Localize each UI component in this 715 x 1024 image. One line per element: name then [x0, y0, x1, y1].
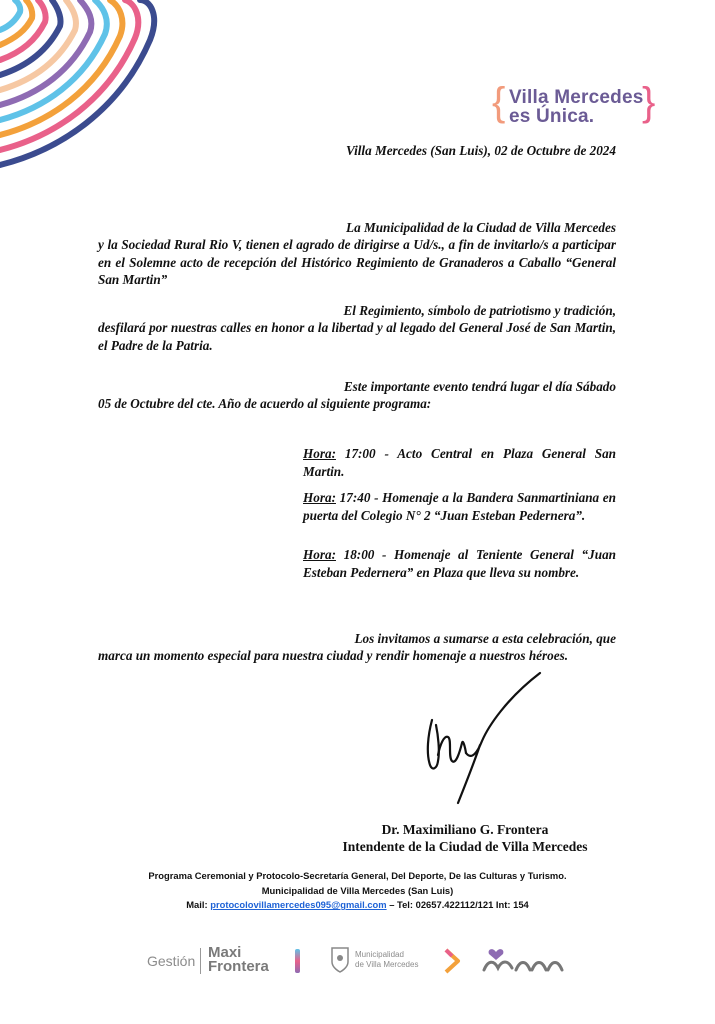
- decorative-swirl: [0, 0, 180, 180]
- program-label: Hora:: [303, 547, 336, 562]
- muni-line-1: Municipalidad: [355, 950, 404, 959]
- gestion-label: Gestión: [147, 953, 196, 969]
- program-text: 18:00 - Homenaje al Teniente General “Juan Esteban Pedernera” en Plaza que lleva su nombre.: [303, 547, 616, 580]
- paragraph-3-first-line: Este importante evento tendrá lugar el día Sábado: [343, 379, 616, 394]
- maxi-frontera-logo: [208, 946, 269, 974]
- paragraph-3-body: 05 de Octubre del cte. Año de acuerdo al siguiente programa:: [98, 396, 432, 411]
- program-text: 17:40 - Homenaje a la Bandera Sanmartiniana en puerta del Colegio N° 2 “Juan Esteban Pedernera”.: [303, 490, 616, 523]
- muni-line-2: de Villa Mercedes: [355, 960, 419, 969]
- paragraph-4-body: marca un momento especial para nuestra ciudad y rendir homenaje a nuestros héroes.: [98, 648, 569, 663]
- people-heart-logo-icon: [482, 944, 566, 974]
- program-item-2: [303, 489, 616, 524]
- brand-logo: [492, 82, 662, 128]
- program-label: Hora:: [303, 490, 336, 505]
- paragraph-4-first-line: Los invitamos a sumarse a esta celebración, que: [354, 631, 616, 646]
- paragraph-1-first-line: La Municipalidad de la Ciudad de Villa Mercedes: [346, 220, 616, 235]
- date-line: Villa Mercedes (San Luis), 02 de Octubre de 2024: [346, 143, 616, 158]
- logo-divider: [200, 948, 201, 974]
- chevron-accent-icon: [444, 948, 462, 974]
- mail-label: Mail:: [186, 899, 208, 910]
- program-item-3: [303, 546, 616, 581]
- brand-line-2: es Única.: [509, 106, 595, 127]
- municipal-shield-icon: [330, 946, 350, 974]
- brand-line-1: Villa Mercedes: [509, 87, 644, 108]
- color-bar-icon: [295, 949, 300, 973]
- phone-text: – Tel: 02657.422112/121 Int: 154: [389, 899, 529, 910]
- paragraph-1-body: y la Sociedad Rural Rio V, tienen el agrado de dirigirse a Ud/s., a fin de invitarlo/s a participar en el Solemne acto de recepción del Histórico Regimiento de Granaderos a Caballo “General San Martin”: [98, 237, 616, 287]
- program-label: Hora:: [303, 446, 336, 461]
- brace-right-icon: }: [642, 80, 656, 124]
- brace-left-icon: {: [492, 80, 506, 124]
- municipalidad-logo-text: [355, 950, 418, 970]
- signatory-name: Dr. Maximiliano G. Frontera: [381, 822, 549, 837]
- footer-line-2: Municipalidad de Villa Mercedes (San Luis): [261, 885, 454, 896]
- maxi-text: Maxi: [208, 944, 242, 961]
- paragraph-2-first-line: El Regimiento, símbolo de patriotismo y tradición,: [343, 303, 616, 318]
- footer-line-1: Programa Ceremonial y Protocolo-Secretaría General, Del Deporte, De las Culturas y Turismo.: [148, 870, 567, 881]
- footer-contact: [60, 898, 655, 912]
- handwritten-signature: [410, 665, 560, 815]
- program-text: 17:00 - Acto Central en Plaza General San Martin.: [303, 446, 616, 479]
- email-link[interactable]: protocolovillamercedes095@gmail.com: [210, 899, 387, 910]
- program-item-1: [303, 445, 616, 480]
- frontera-text: Frontera: [208, 958, 269, 975]
- paragraph-2-body: desfilará por nuestras calles en honor a la libertad y al legado del General José de San Martin, el Padre de la Patria.: [98, 320, 616, 353]
- signatory-title: Intendente de la Ciudad de Villa Mercedes: [342, 839, 588, 854]
